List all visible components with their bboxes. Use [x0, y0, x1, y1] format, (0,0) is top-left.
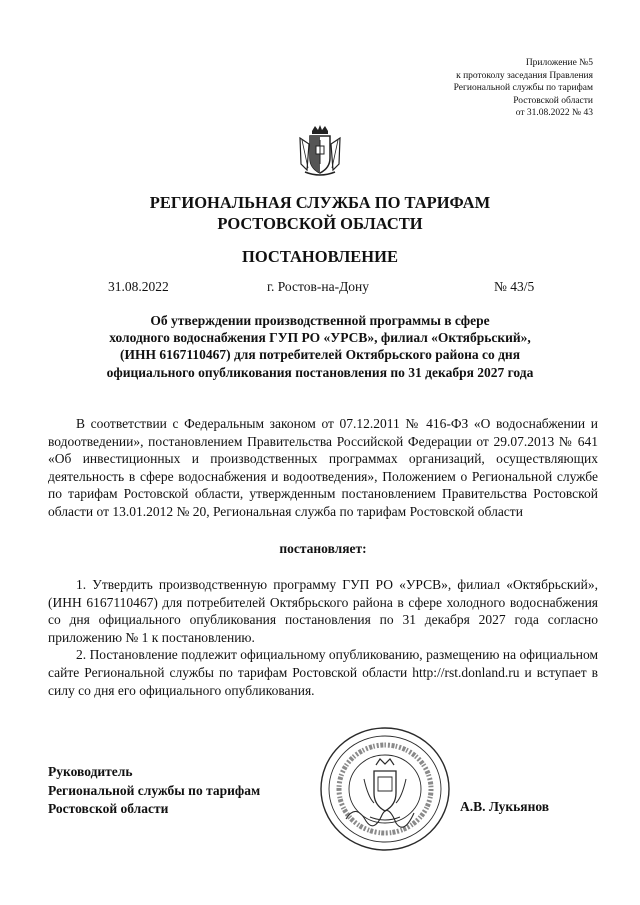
decree-items: [48, 576, 598, 699]
appendix-line: от 31.08.2022 № 43: [515, 108, 593, 119]
decree-word: постановляет:: [279, 541, 367, 556]
signer-position-line: Региональной службы по тарифам: [48, 782, 261, 798]
document-date: 31.08.2022: [108, 279, 169, 294]
organization-title-line: РОСТОВСКОЙ ОБЛАСТИ: [217, 214, 423, 233]
subject-line: Об утверждении производственной программы в сфере: [150, 313, 490, 328]
signer-position-line: Руководитель: [48, 764, 133, 779]
decree-item: 2. Постановление подлежит официальному опубликованию, размещению на официальном сайте Региональной службы по тарифам Ростовской области http://rst.donland.ru и вступает в силу со дня его официального опубликования.: [48, 647, 598, 698]
document-subject: [60, 312, 580, 381]
appendix-line: Ростовской области: [513, 95, 593, 106]
subject-line: холодного водоснабжения ГУП РО «УРСВ», филиал «Октябрьский»,: [109, 330, 531, 346]
round-seal-stamp-icon: [316, 723, 454, 855]
preamble-paragraph: В соответствии с Федеральным законом от 07.12.2011 № 416-ФЗ «О водоснабжении и водоотведении», постановлением Правительства Российской Федерации от 29.07.2013 № 641 «Об инвестиционных и производственных программах организаций, осуществляющих деятельность в сфере водоснабжения и водоотведения», Положением о Региональной службе по тарифам Ростовской области, утвержденным постановлением Правительства Ростовской области от 13.01.2012 № 20, Региональная служба по тарифам Ростовской области: [48, 416, 598, 519]
signer-name: А.В. Лукьянов: [460, 799, 550, 814]
decree-item: 1. Утвердить производственную программу ГУП РО «УРСВ», филиал «Октябрьский», (ИНН 6167110467) для потребителей Октябрьского района в сфере холодного водоснабжения со дня официального опубликования постановления по 31 декабря 2027 года согласно приложению № 1 к постановлению.: [48, 577, 598, 645]
appendix-line: Приложение №5: [525, 58, 593, 68]
coat-of-arms-icon: [297, 124, 343, 178]
subject-line: официального опубликования постановления по 31 декабря 2027 года: [106, 364, 534, 380]
document-city: г. Ростов-на-Дону: [267, 279, 370, 294]
signer-position-line: Ростовской области: [48, 801, 169, 816]
appendix-line: к протоколу заседания Правления: [456, 70, 593, 81]
document-type: ПОСТАНОВЛЕНИЕ: [242, 247, 398, 266]
organization-title-line: РЕГИОНАЛЬНАЯ СЛУЖБА ПО ТАРИФАМ: [149, 193, 491, 212]
appendix-line: Региональной службы по тарифам: [453, 83, 593, 94]
appendix-note: [363, 57, 593, 120]
signer-position: [48, 763, 260, 819]
subject-line: (ИНН 6167110467) для потребителей Октябрьского района со дня: [119, 347, 520, 363]
document-number: № 43/5: [494, 279, 535, 294]
organization-title: [60, 192, 580, 234]
